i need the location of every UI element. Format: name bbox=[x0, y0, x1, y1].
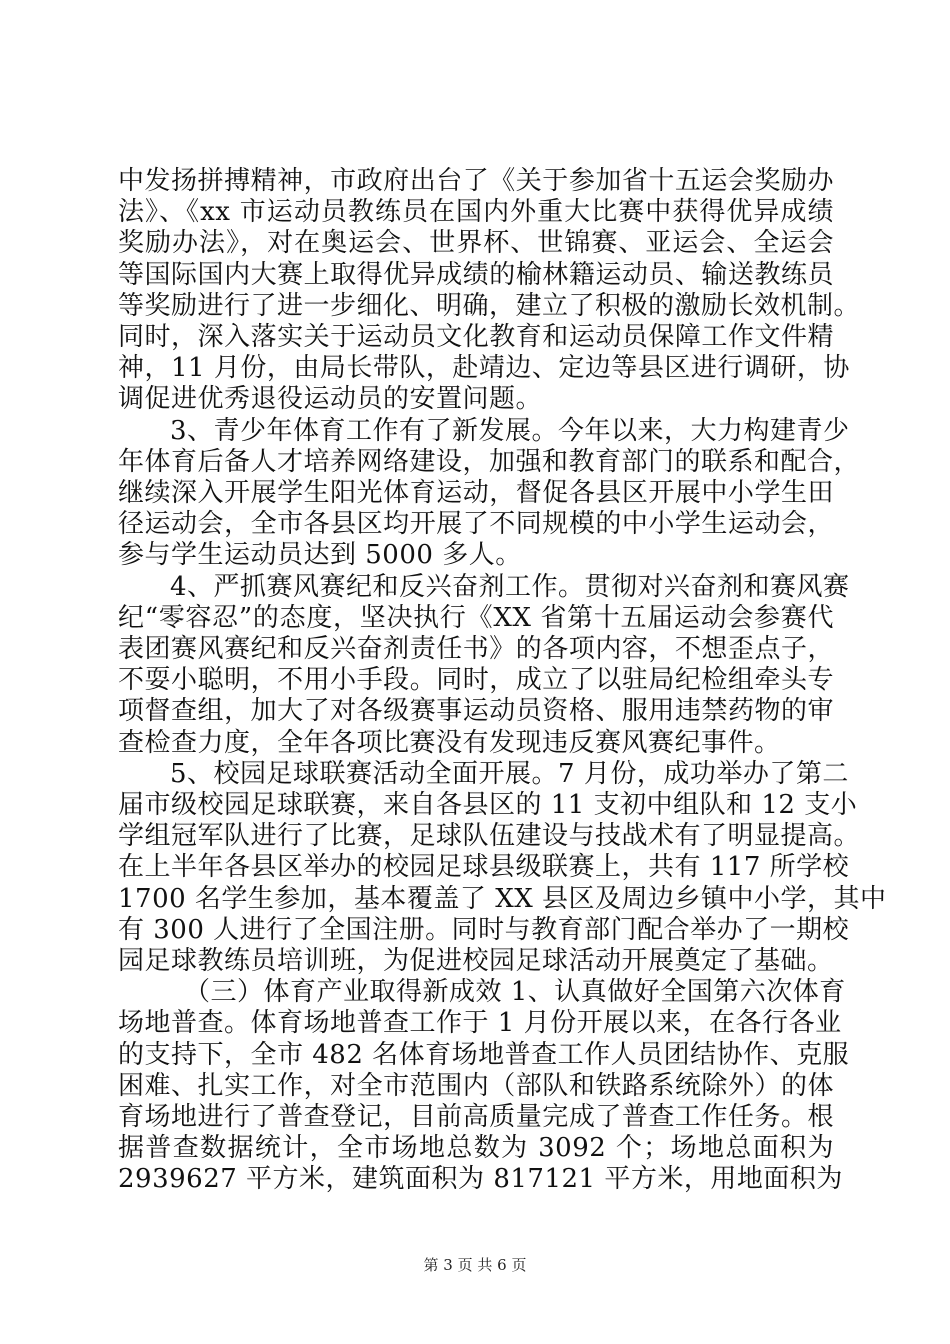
text-line: 届市级校园足球联赛，来自各县区的 11 支初中组队和 12 支小 bbox=[118, 790, 858, 820]
text-line: 据普查数据统计，全市场地总数为 3092 个；场地总面积为 bbox=[118, 1133, 834, 1164]
text-line: 等国际国内大赛上取得优异成绩的榆林籍运动员、输送教练员 bbox=[118, 259, 834, 290]
text-line: 不耍小聪明，不用小手段。同时，成立了以驻局纪检组牵头专 bbox=[118, 665, 834, 696]
text-line: 有 300 人进行了全国注册。同时与教育部门配合举办了一期校 bbox=[118, 914, 850, 945]
text-line: 调促进优秀退役运动员的安置问题。 bbox=[118, 384, 543, 415]
section-heading-line: （三）体育产业取得新成效 1、认真做好全国第六次体育 bbox=[184, 977, 846, 1008]
text-line: 神，11 月份，由局长带队，赴靖边、定边等县区进行调研，协 bbox=[118, 353, 850, 384]
text-line: 参与学生运动员达到 5000 多人。 bbox=[118, 540, 522, 571]
text-line: 1700 名学生参加，基本覆盖了 XX 县区及周边乡镇中小学，其中 bbox=[118, 883, 887, 914]
text-line: 同时，深入落实关于运动员文化教育和运动员保障工作文件精 bbox=[118, 322, 834, 352]
text-line: 园足球教练员培训班，为促进校园足球活动开展奠定了基础。 bbox=[118, 946, 834, 976]
paragraph-start-line: 3、青少年体育工作有了新发展。今年以来，大力构建青少 bbox=[170, 415, 850, 446]
text-line: 奖励办法》，对在奥运会、世界杯、世锦赛、亚运会、全运会 bbox=[118, 228, 834, 259]
text-line: 项督查组，加大了对各级赛事运动员资格、服用违禁药物的审 bbox=[118, 696, 834, 727]
text-line: 的支持下，全市 482 名体育场地普查工作人员团结协作、克服 bbox=[118, 1039, 850, 1070]
text-line: 纪“零容忍”的态度，坚决执行《XX 省第十五届运动会参赛代 bbox=[118, 602, 834, 633]
page-number-footer: 第 3 页 共 6 页 bbox=[423, 1255, 527, 1274]
text-line: 学组冠军队进行了比赛，足球队伍建设与技战术有了明显提高。 bbox=[118, 821, 861, 852]
paragraph-start-line: 4、严抓赛风赛纪和反兴奋剂工作。贯彻对兴奋剂和赛风赛 bbox=[170, 571, 850, 602]
text-line: 查检查力度，全年各项比赛没有发现违反赛风赛纪事件。 bbox=[118, 727, 781, 758]
text-line: 2939627 平方米，建筑面积为 817121 平方米，用地面积为 bbox=[118, 1164, 843, 1195]
text-line: 径运动会，全市各县区均开展了不同规模的中小学生运动会， bbox=[118, 509, 834, 540]
text-line: 中发扬拼搏精神，市政府出台了《关于参加省十五运会奖励办 bbox=[118, 166, 834, 196]
text-line: 年体育后备人才培养网络建设，加强和教育部门的联系和配合， bbox=[118, 446, 861, 477]
paragraph-start-line: 5、校园足球联赛活动全面开展。7 月份，成功举办了第二 bbox=[170, 758, 849, 789]
text-line: 在上半年各县区举办的校园足球县级联赛上，共有 117 所学校 bbox=[118, 852, 850, 883]
text-line: 法》、《xx 市运动员教练员在国内外重大比赛中获得优异成绩 bbox=[118, 197, 834, 228]
text-line: 场地普查。体育场地普查工作于 1 月份开展以来，在各行各业 bbox=[118, 1008, 842, 1039]
text-line: 育场地进行了普查登记，目前高质量完成了普查工作任务。根 bbox=[118, 1102, 834, 1132]
text-line: 表团赛风赛纪和反兴奋剂责任书》的各项内容，不想歪点子， bbox=[118, 634, 834, 664]
text-line: 继续深入开展学生阳光体育运动，督促各县区开展中小学生田 bbox=[118, 478, 834, 508]
text-line: 等奖励进行了进一步细化、明确，建立了积极的激励长效机制。 bbox=[118, 290, 861, 321]
text-line: 困难、扎实工作，对全市范围内（部队和铁路系统除外）的体 bbox=[118, 1070, 834, 1101]
